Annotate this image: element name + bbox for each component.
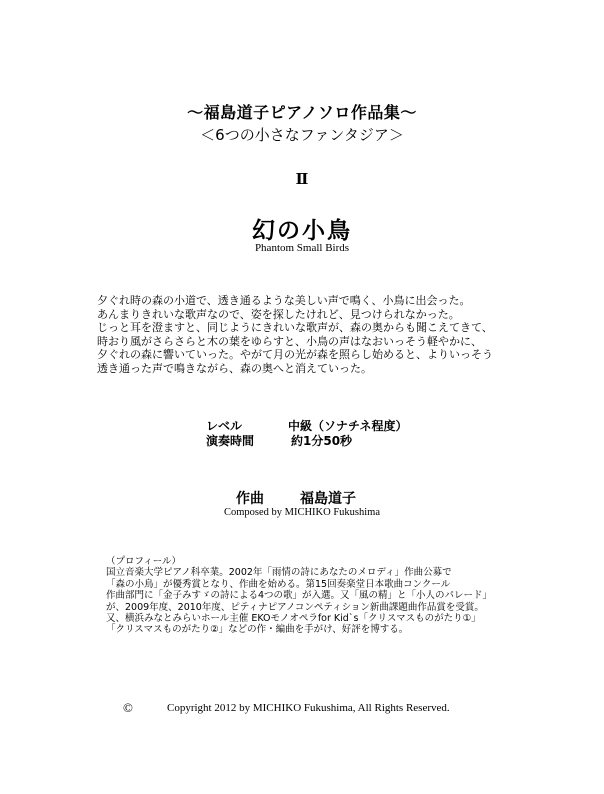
profile bbox=[106, 556, 492, 636]
composer-label: 作曲 bbox=[236, 491, 264, 507]
description bbox=[97, 294, 493, 375]
description-line: じっと耳を澄ますと、同じようにきれいな歌声が、森の奥からも聞こえてきて、 bbox=[97, 321, 493, 334]
series-subtitle: ＜6つの小さなファンタジア＞ bbox=[200, 126, 404, 144]
profile-line: 「森の小鳥」が優秀賞となり、作曲を始める。第15回奏楽堂日本歌曲コンクール bbox=[106, 578, 451, 590]
description-line: 透き通った声で鳴きながら、森の奥へと消えていった。 bbox=[97, 361, 372, 375]
composer-name: 福島道子 bbox=[300, 491, 356, 507]
piece-title-english: Phantom Small Birds bbox=[254, 242, 350, 254]
duration-value: 約1分50秒 bbox=[291, 434, 353, 448]
volume-number: Ⅱ bbox=[295, 170, 309, 188]
description-line: 夕ぐれ時の森の小道で、透き通るような美しい声で鳴く、小鳥に出会った。 bbox=[97, 294, 471, 307]
copyright-text: Copyright 2012 by MICHIKO Fukushima, All Rights Reserved. bbox=[167, 702, 450, 714]
description-line: 時おり風がさらさらと木の葉をゆらすと、小鳥の声はなおいっそう軽やかに、 bbox=[97, 334, 482, 348]
composer-credit-english: Composed by MICHIKO Fukushima bbox=[223, 507, 381, 518]
copyright-symbol: © bbox=[123, 700, 133, 715]
profile-line: が、2009年度、2010年度、ピティナピアノコンペティション新曲課題曲作品賞を受賞。 bbox=[106, 601, 484, 613]
profile-heading: （プロフィール） bbox=[106, 556, 182, 567]
series-title: ～福島道子ピアノソロ作品集～ bbox=[187, 103, 417, 122]
description-line: あんまりきれいな歌声なので、姿を探したけれど、見つけられなかった。 bbox=[97, 307, 460, 321]
description-line: 夕ぐれの森に響いていった。やがて月の光が森を照らし始めると、よりいっそう bbox=[97, 348, 493, 361]
profile-line: 「クリスマスものがたり②」などの作・編曲を手がけ、好評を博する。 bbox=[106, 624, 409, 636]
piece-title: 幻の小鳥 bbox=[252, 218, 352, 244]
profile-line: 国立音楽大学ピアノ科卒業。2002年「雨情の詩にあなたのメロディ」作曲公募で bbox=[106, 567, 452, 579]
profile-line: 又、横浜みなとみらいホール主催 EKOモノオペラfor Kid`s「クリスマスものがたり①」 bbox=[106, 613, 481, 625]
duration-label: 演奏時間 bbox=[206, 434, 255, 448]
profile-line: 作曲部門に「金子みすゞの詩による4つの歌」が入選。又「風の精」と「小人のパレード」 bbox=[106, 590, 493, 602]
level-value: 中級（ソナチネ程度） bbox=[288, 419, 408, 433]
level-label: レベル bbox=[206, 419, 243, 433]
